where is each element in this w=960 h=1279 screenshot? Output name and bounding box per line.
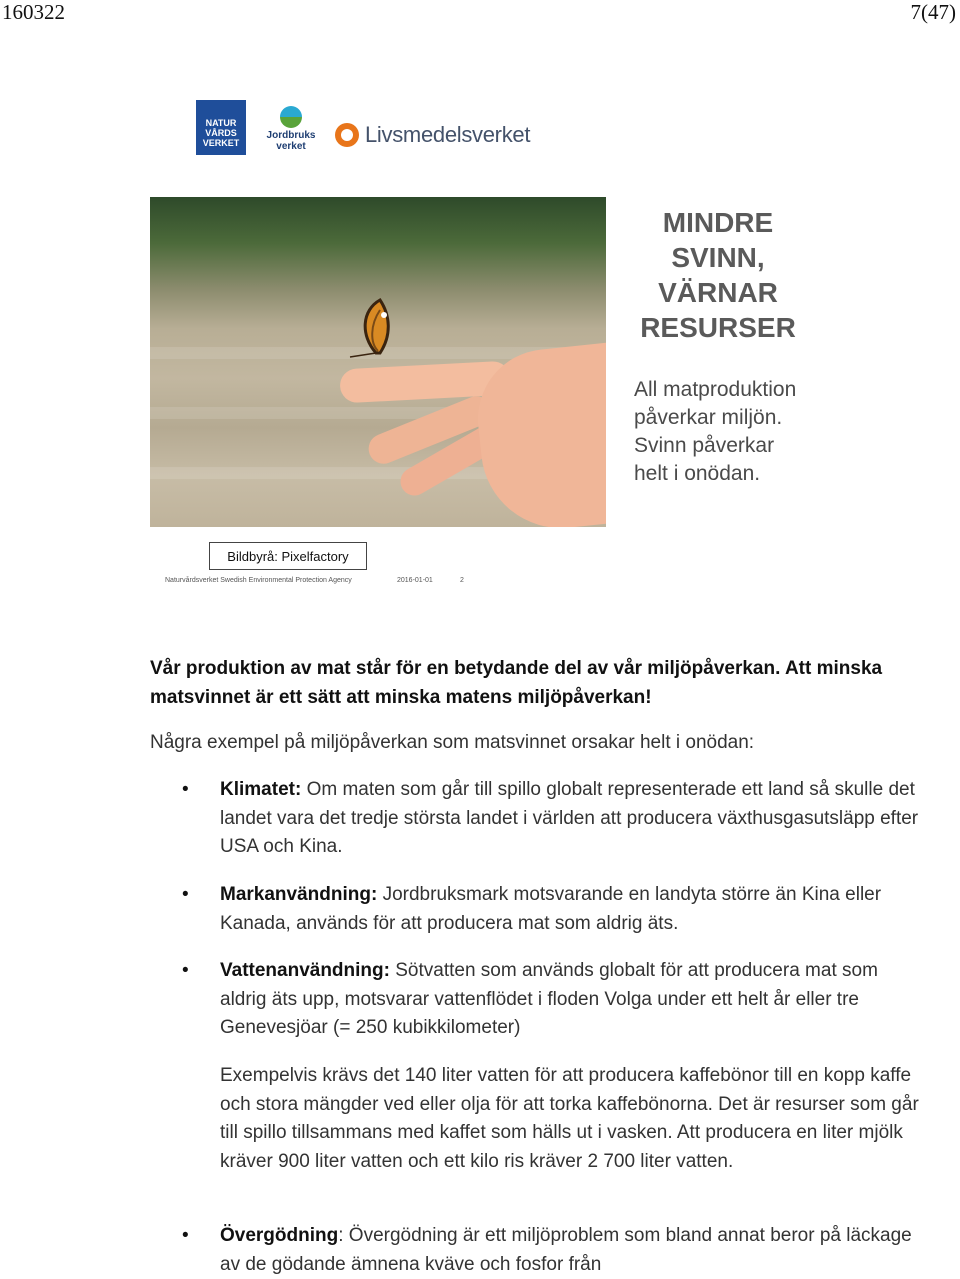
bullet-text: : Övergödning är ett miljöproblem som bland annat beror på läckage av de gödande ämnena kväve och fosfor från [220, 1225, 912, 1275]
livsmedelsverket-name: Livsmedelsverket [365, 122, 531, 147]
example-paragraph: Exempelvis krävs det 140 liter vatten för att producera kaffebönor till en kopp kaffe och stora mängder ved eller olja för att torka kaffebönorna. Det är resurser som går till spillo tillsammans med kaffet som hälls ut i vasken. Att producera en liter mjölk kräver 900 liter vatten och ett kilo ris kräver 2 700 liter vatten. [220, 1065, 919, 1172]
bullet-term: Vattenanvändning: [220, 960, 390, 981]
slide-subtitle-line: All matproduktion [634, 378, 797, 401]
slide-title-line: VÄRNAR [658, 277, 778, 308]
image-credit: Bildbyrå: Pixelfactory [209, 542, 367, 570]
livsmedelsverket-logo [335, 118, 530, 152]
slide-subtitle-line: helt i onödan. [634, 462, 761, 485]
jordbruksverket-emblem-icon [280, 106, 302, 128]
slide-subtitle-line: Svinn påverkar [634, 434, 775, 457]
bullet-text: Sötvatten som används globalt för att producera mat som aldrig äts upp, motsvarar vattenflödet i floden Volga under ett helt år eller tre Genevesjöar (= 250 kubikkilometer) [220, 960, 878, 1038]
bullet-text: Jordbruksmark motsvarande en landyta större än Kina eller Kanada, används för att producera mat som aldrig äts. [220, 884, 882, 934]
naturvardsverket-logo: NATUR VÅRDS VERKET [196, 100, 246, 155]
slide-footer-agency: Naturvårdsverket Swedish Environmental Protection Agency [165, 577, 352, 584]
bullet-water-use [220, 957, 920, 1043]
slide-footer-date: 2016-01-01 [397, 577, 433, 584]
bullet-term: Klimatet: [220, 779, 302, 800]
butterfly-icon [340, 295, 410, 365]
butterfly-hand-photo [150, 197, 606, 527]
slide-title-line: SVINN, [671, 242, 765, 273]
slide-subtitle-line: påverkar miljön. [634, 406, 783, 429]
slide-title [618, 205, 818, 345]
document-number: 160322 [2, 0, 65, 24]
lead-paragraph: Vår produktion av mat står för en betydande del av vår miljöpåverkan. Att minska matsvinnet är ett sätt att minska matens miljöpåverkan! [150, 658, 883, 708]
intro-sentence: Några exempel på miljöpåverkan som matsvinnet orsakar helt i onödan: [150, 732, 755, 753]
bullet-land-use [220, 881, 920, 938]
slide-footer-page: 2 [460, 577, 464, 584]
page-number: 7(47) [910, 0, 956, 24]
slide-title-line: MINDRE [662, 207, 774, 238]
bullet-climate [220, 776, 920, 862]
bullet-text: Om maten som går till spillo globalt representerade ett land så skulle det landet vara det tredje största landet i världen att producera växthusgasutsläpp efter USA och Kina. [220, 779, 919, 857]
jordbruksverket-logo: Jordbruks verket [260, 106, 322, 154]
slide-title-line: RESURSER [640, 312, 796, 343]
bullet-term: Övergödning [220, 1225, 339, 1246]
bullet-eutrophication [220, 1222, 920, 1279]
bullet-term: Markanvändning: [220, 884, 378, 905]
slide-subtitle [634, 376, 834, 488]
livsmedelsverket-sun-icon [335, 123, 359, 147]
